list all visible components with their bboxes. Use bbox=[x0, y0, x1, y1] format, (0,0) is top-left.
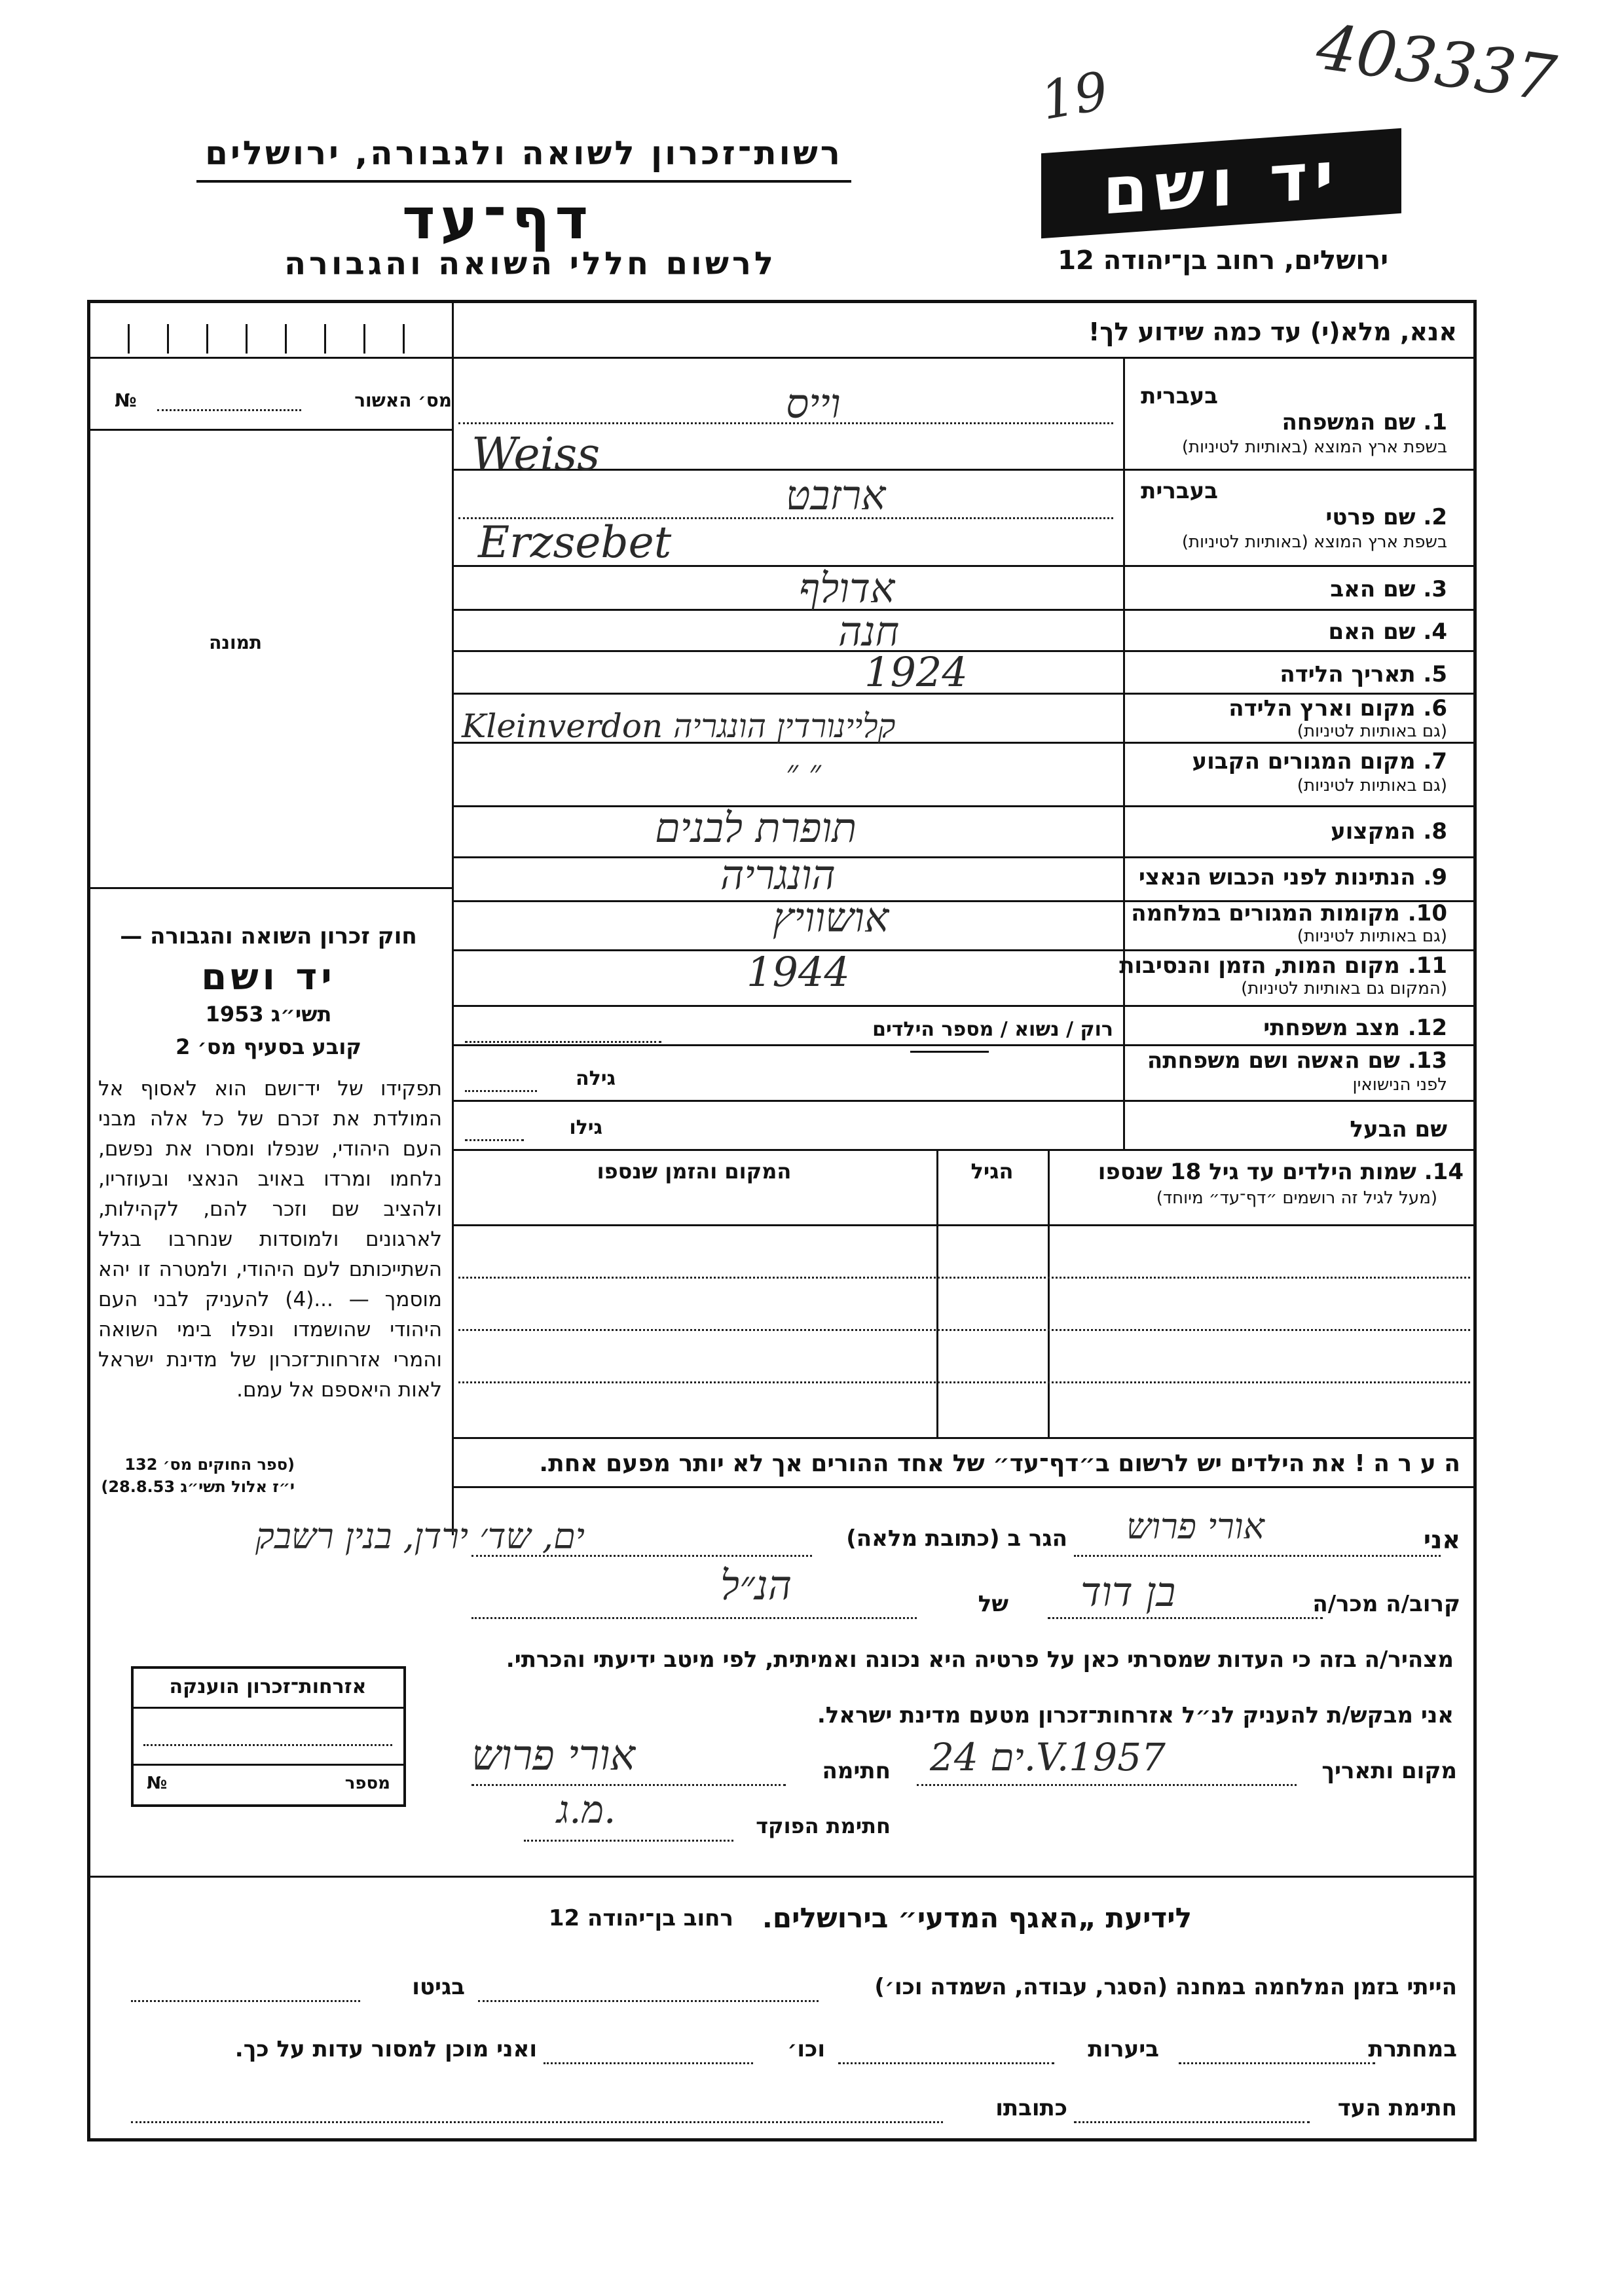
divider bbox=[452, 300, 454, 357]
field-7-label: 7. מקום המגורים הקבוע bbox=[1192, 748, 1447, 774]
decl-relative-label: קרוב/ה מכר/ה bbox=[1312, 1591, 1460, 1617]
decl-officer-label: חתימת הפוקד bbox=[756, 1813, 891, 1838]
decl-resides-value: ים, שד׳ ירדן, בנין רשבק bbox=[255, 1516, 585, 1557]
law-title-1: חוק זכרון השואה והגבורה — bbox=[120, 923, 417, 949]
marital-underline bbox=[910, 1051, 989, 1053]
field-2-sub: בשפת ארץ המוצא (באותיות לטיניות) bbox=[1181, 532, 1447, 552]
certificate-label: מס׳ האשור bbox=[354, 390, 452, 411]
decl-line bbox=[1048, 1617, 1323, 1619]
divider bbox=[1048, 1149, 1050, 1437]
footer-line1: הייתי בזמן המלחמה במחנה (הסגר, עבודה, השמדה וכו׳) bbox=[874, 1974, 1457, 2000]
field-7-sub: (גם באותיות לטיניות) bbox=[1297, 776, 1447, 795]
mother-name-value: חנה bbox=[838, 608, 900, 655]
divider bbox=[452, 1486, 1477, 1488]
footer-line bbox=[544, 2062, 753, 2064]
decl-officer-value: מ.ג. bbox=[557, 1787, 616, 1832]
divider bbox=[452, 1224, 1477, 1226]
footer-witness-sig: חתימת העד bbox=[1337, 2095, 1457, 2121]
footer-forests: ביערות bbox=[1088, 2036, 1159, 2062]
decl-line bbox=[471, 1617, 917, 1619]
divider bbox=[452, 1044, 1477, 1046]
table-row bbox=[458, 1277, 1470, 1279]
note: ה ע ר ה ! את הילדים יש לרשום ב״דף־עד״ של אחד ההורים אך לא יותר מפעם אחת. bbox=[539, 1450, 1460, 1477]
footer-underground: במחתרת bbox=[1368, 2036, 1457, 2062]
decl-place-date-value: ים 24.V.1957 bbox=[930, 1735, 1166, 1779]
decl-i-label: אני bbox=[1423, 1525, 1460, 1554]
field-10-label: 10. מקומות המגורים במלחמה bbox=[1131, 900, 1447, 926]
divider bbox=[87, 1876, 1477, 1878]
field-11-label: 11. מקום המות, הזמן והנסיבות bbox=[1119, 953, 1447, 979]
corner-mark: 19 bbox=[1036, 60, 1113, 132]
marital-status-options: רוק / נשוא / מספר הילדים bbox=[872, 1018, 1113, 1041]
hebrew-label: בעברית bbox=[1141, 383, 1218, 409]
field-3-label: 3. שם האב bbox=[1330, 576, 1447, 602]
divider bbox=[452, 609, 1477, 611]
divider bbox=[452, 1100, 1477, 1102]
form-title: דף־עד bbox=[401, 187, 594, 252]
children-count-line bbox=[465, 1041, 661, 1043]
org-underline bbox=[196, 180, 851, 183]
decl-statement: מצהיר/ה בזה כי העדות שמסרתי כאן על פרטיה היא נכונה ואמיתית, לפי מיטב ידיעתי והכרתי. bbox=[506, 1647, 1454, 1673]
husband-age-label: גילו bbox=[569, 1116, 602, 1139]
footer-line bbox=[1179, 2062, 1375, 2064]
table-row bbox=[458, 1329, 1470, 1331]
photo-label: תמונה bbox=[209, 632, 262, 653]
birth-date-value: 1924 bbox=[864, 648, 968, 696]
table-row bbox=[458, 1381, 1470, 1383]
archive-number: 403337 bbox=[1312, 10, 1560, 116]
decl-of-value: הנ״ל bbox=[720, 1561, 792, 1609]
occupation-value: תופרת לבנים bbox=[655, 804, 857, 852]
wartime-residence-value: אושוויץ bbox=[773, 894, 889, 941]
divider bbox=[452, 357, 454, 1535]
divider bbox=[452, 1005, 1477, 1007]
field-13-sub: לפני הנישואין bbox=[1352, 1075, 1447, 1095]
yad-vashem-logo bbox=[1041, 128, 1401, 238]
footer-address-label: כתובתו bbox=[995, 2095, 1067, 2121]
children-place-header: המקום והזמן שנספו bbox=[597, 1159, 792, 1184]
children-label: 14. שמות הילדים עד גיל 18 שנספו bbox=[1098, 1159, 1464, 1185]
firstname-hebrew-value: ארזבט bbox=[786, 471, 886, 519]
birthplace-value: Kleinverdon קליינורדין הונגריה bbox=[462, 707, 896, 745]
law-title-3: תשי״ג 1953 bbox=[205, 1002, 332, 1027]
divider bbox=[452, 1437, 1477, 1439]
decl-line bbox=[471, 1784, 786, 1786]
field-6-sub: (גם באותיות לטיניות) bbox=[1297, 721, 1447, 741]
law-title-2: יד ושם bbox=[201, 956, 336, 998]
divider bbox=[936, 1149, 938, 1437]
divider bbox=[87, 429, 454, 431]
residence-value: ״ ״ bbox=[786, 753, 821, 791]
firstname-latin-value: Erzsebet bbox=[478, 517, 672, 568]
field-10-sub: (גם באותיות לטיניות) bbox=[1297, 926, 1447, 946]
law-source: (ספר החוקים מס׳ 132 י״ז אלול תשי״ג 28.8.53) bbox=[101, 1455, 295, 1496]
field-1-label: 1. שם המשפחה bbox=[1282, 409, 1447, 435]
decl-i-value: אורי פרוש bbox=[1126, 1506, 1264, 1547]
footer-etc: וכו׳ bbox=[787, 2036, 825, 2062]
footer-ready: ואני מוכן למסור עדות על כך. bbox=[234, 2036, 537, 2062]
decl-of-label: של bbox=[978, 1591, 1008, 1617]
footer-line bbox=[478, 2000, 819, 2002]
husband-age-line bbox=[465, 1139, 524, 1141]
decl-signature-label: חתימה bbox=[822, 1758, 891, 1784]
death-place-value: 1944 bbox=[747, 948, 850, 996]
divider bbox=[452, 469, 1477, 471]
law-title-4: קובע בסעיף מס׳ 2 bbox=[175, 1034, 361, 1059]
logo-text: יד ושם bbox=[1102, 136, 1340, 230]
divider bbox=[452, 805, 1477, 807]
footer-line bbox=[838, 2062, 1054, 2064]
footer-address: רחוב בן־יהודה 12 bbox=[548, 1905, 733, 1931]
tally-box bbox=[115, 324, 435, 354]
instruction: אנא, מלא(י) עד כמה שידוע לך! bbox=[1088, 318, 1457, 346]
field-12-label: 12. מצב משפחתי bbox=[1263, 1015, 1447, 1041]
form-subtitle: לרשום חללי השואה והגבורה bbox=[284, 246, 777, 282]
footer-line bbox=[131, 2000, 360, 2002]
husband-label: שם הבעל bbox=[1350, 1116, 1447, 1142]
field-8-label: 8. המקצוע bbox=[1331, 818, 1447, 845]
address: ירושלים, רחוב בן־יהודה 12 bbox=[1058, 246, 1388, 276]
surname-latin-value: Weiss bbox=[471, 429, 600, 481]
divider bbox=[452, 856, 1477, 858]
certificate-line bbox=[157, 409, 301, 411]
footer-line bbox=[131, 2121, 943, 2123]
surname-hebrew-value: וייס bbox=[786, 380, 841, 428]
father-name-value: אדולף bbox=[799, 564, 895, 612]
field-1-sub: בשפת ארץ המוצא (באותיות לטיניות) bbox=[1181, 437, 1447, 457]
field-6-label: 6. מקום וארץ הלידה bbox=[1228, 695, 1447, 721]
footer-title: לידיעת „האגף המדעי״ בירושלים. bbox=[762, 1902, 1192, 1934]
divider bbox=[1123, 357, 1125, 1149]
nationality-value: הונגריה bbox=[720, 851, 836, 899]
divider bbox=[452, 949, 1477, 951]
decl-request: אני מבקש/ת להעניק לנ״ל אזרחות־זכרון מטעם מדינת ישראל. bbox=[817, 1702, 1454, 1728]
field-4-label: 4. שם האם bbox=[1328, 619, 1447, 645]
wife-age-line bbox=[465, 1090, 537, 1092]
citizenship-title: אזרחות־זכרון הוענקה bbox=[169, 1675, 367, 1698]
decl-signature-value: אורי פרוש bbox=[471, 1732, 635, 1780]
decl-relative-value: בן דוד bbox=[1080, 1568, 1176, 1616]
footer-ghetto: בגיטו bbox=[412, 1974, 465, 2000]
field-2-label: 2. שם פרטי bbox=[1325, 504, 1447, 530]
children-age-header: הגיל bbox=[970, 1159, 1014, 1184]
org-line: רשות־זכרון לשואה ולגבורה, ירושלים bbox=[205, 134, 843, 172]
field-11-sub: (המקום גם באותיות לטיניות) bbox=[1241, 979, 1447, 998]
decl-line bbox=[524, 1840, 733, 1842]
divider bbox=[452, 1149, 1477, 1151]
law-body: תפקידו של יד־ושם הוא לאסוף אל המולדת את זכרם של כל אלה מבני העם היהודי, שנפלו ומסרו את נפשם, נלחמו ומרדו באויב הנאצי ובעוזריו, ולהציב שם וזכר להם, לקהילות, לארגונים ולמוסדות שנחרבו בגלל השתייכותם לעם היהודי, ולמטרה זו יהא מוסמך — ...(4) להעניק לבני העם היהודי שהושמדו ונפלו בימי השואה והמרי אזרחות־זכרון של מדינת ישראל לאות היאספם אל עמם. bbox=[98, 1077, 442, 1402]
hebrew-label: בעברית bbox=[1141, 478, 1218, 504]
citizenship-number-label: מספר bbox=[344, 1774, 390, 1793]
wife-age-label: גילה bbox=[576, 1067, 616, 1090]
citizenship-number-mark: № bbox=[147, 1774, 168, 1793]
decl-place-date-label: מקום ותאריך bbox=[1321, 1758, 1457, 1784]
citizenship-box bbox=[131, 1666, 406, 1807]
certificate-no-mark: № bbox=[115, 390, 137, 411]
decl-resides-label: הגר ב (כתובת מלאה) bbox=[846, 1525, 1067, 1552]
decl-line bbox=[917, 1784, 1297, 1786]
divider bbox=[87, 887, 454, 889]
decl-line bbox=[1074, 1555, 1441, 1557]
field-9-label: 9. הנתינות לפני הכבוש הנאצי bbox=[1138, 864, 1447, 890]
field-13-label: 13. שם האשה ושם משפחתה bbox=[1147, 1048, 1447, 1074]
field-5-label: 5. תאריך הלידה bbox=[1280, 661, 1447, 687]
footer-line bbox=[1074, 2121, 1310, 2123]
divider bbox=[87, 357, 1477, 359]
children-sub: (מעל לגיל זה רושמים ״דף־עד״ מיוחד) bbox=[1156, 1188, 1437, 1208]
